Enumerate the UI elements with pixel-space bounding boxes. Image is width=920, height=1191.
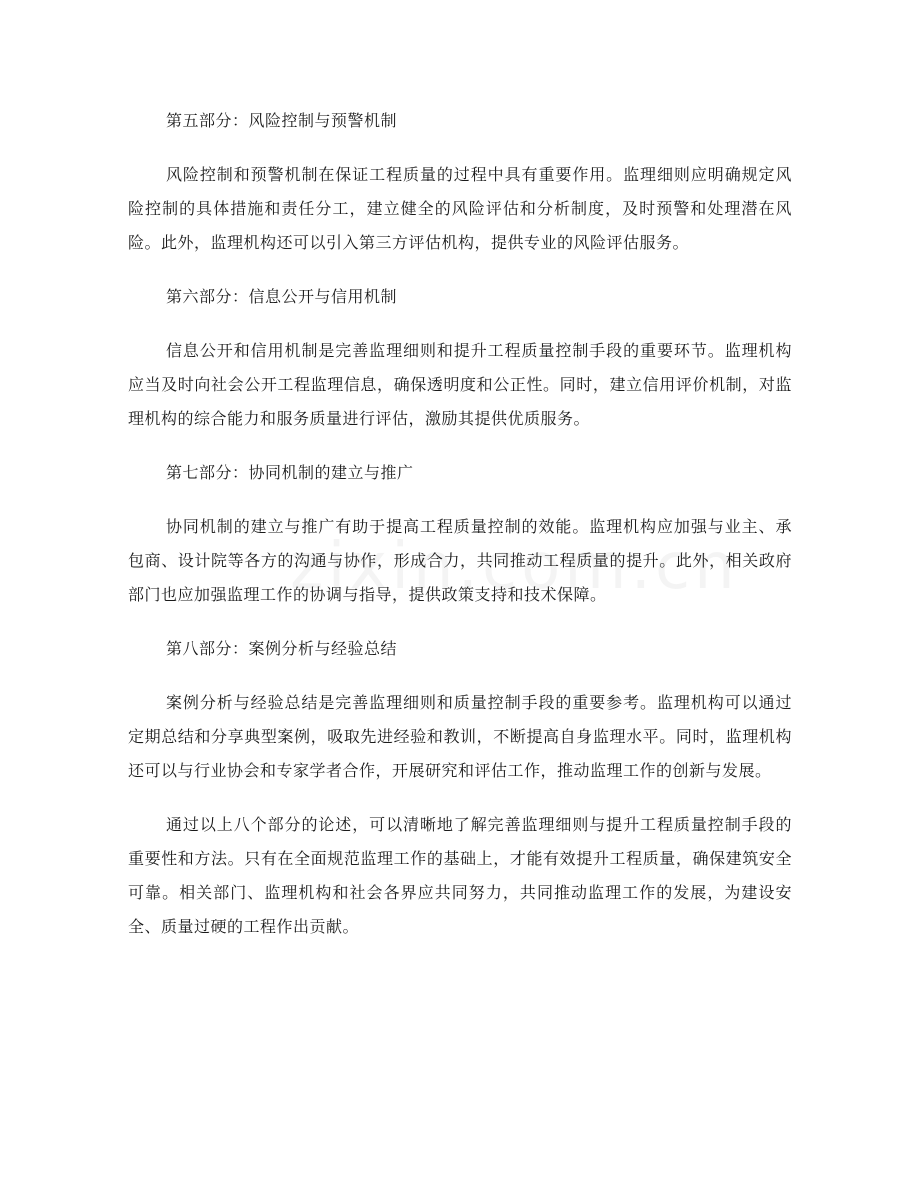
section-paragraph-6: 信息公开和信用机制是完善监理细则和提升工程质量控制手段的重要环节。监理机构应当及时向社会公开工程监理信息，确保透明度和公正性。同时，建立信用评价机制，对监理机构的综合能力和服务质量进行评估，激励其提供优质服务。	[128, 341, 792, 428]
document-body	[128, 104, 792, 964]
section-heading-7: 第七部分：协同机制的建立与推广	[166, 463, 414, 482]
section-paragraph-5: 风险控制和预警机制在保证工程质量的过程中具有重要作用。监理细则应明确规定风险控制的具体措施和责任分工，建立健全的风险评估和分析制度，及时预警和处理潜在风险。此外，监理机构还可以引入第三方评估机构，提供专业的风险评估服务。	[128, 165, 792, 252]
section-paragraph-7: 协同机制的建立与推广有助于提高工程质量控制的效能。监理机构应加强与业主、承包商、设计院等各方的沟通与协作，形成合力，共同推动工程质量的提升。此外，相关政府部门也应加强监理工作的协调与指导，提供政策支持和技术保障。	[128, 517, 792, 604]
section-paragraph-8: 案例分析与经验总结是完善监理细则和质量控制手段的重要参考。监理机构可以通过定期总结和分享典型案例，吸取先进经验和教训，不断提高自身监理水平。同时，监理机构还可以与行业协会和专家学者合作，开展研究和评估工作，推动监理工作的创新与发展。	[128, 693, 792, 780]
section-heading-5: 第五部分：风险控制与预警机制	[166, 111, 398, 130]
section-heading-6: 第六部分：信息公开与信用机制	[166, 287, 398, 306]
section-heading-8: 第八部分：案例分析与经验总结	[166, 639, 398, 658]
conclusion-paragraph: 通过以上八个部分的论述，可以清晰地了解完善监理细则与提升工程质量控制手段的重要性和方法。只有在全面规范监理工作的基础上，才能有效提升工程质量，确保建筑安全可靠。相关部门、监理机构和社会各界应共同努力，共同推动监理工作的发展，为建设安全、质量过硬的工程作出贡献。	[128, 815, 792, 936]
